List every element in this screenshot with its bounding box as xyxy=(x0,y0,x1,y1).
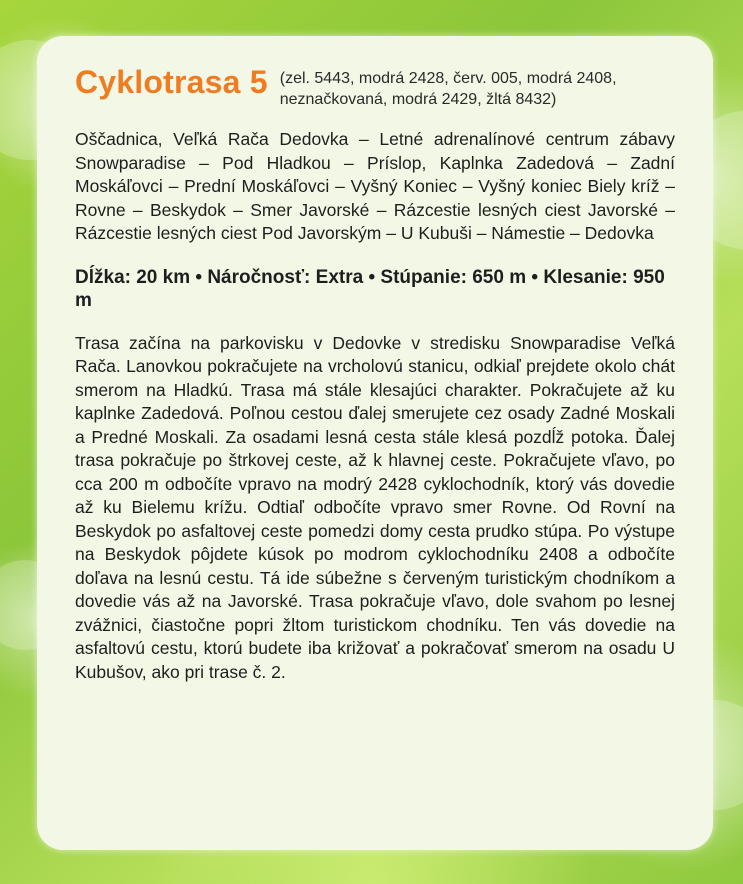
card-header xyxy=(75,62,675,110)
route-stats: Dĺžka: 20 km • Náročnosť: Extra • Stúpanie: 650 m • Klesanie: 950 m xyxy=(75,266,665,311)
route-title: Cyklotrasa 5 xyxy=(75,64,268,100)
route-waypoints: Oščadnica, Veľká Rača Dedovka – Letné adrenalínové centrum zábavy Snowparadise – Pod Hladkou – Príslop, Kaplnka Zadedová – Zadní Moskáľovci – Prední Moskáľovci – Vyšný Koniec – Vyšný koniec Biely kríž – Rovne – Beskydok – Smer Javorské – Rázcestie lesných ciest Javorské – Rázcestie lesných ciest Pod Javorským – U Kubuši – Námestie – Dedovka xyxy=(75,129,675,243)
route-description: Trasa začína na parkovisku v Dedovke v stredisku Snowparadise Veľká Rača. Lanovkou pokračujete na vrcholovú stanicu, odkiaľ prejdete okolo chát smerom na Hladkú. Trasa má stále klesajúci charakter. Pokračujete až ku kaplnke Zadedová. Poľnou cestou ďalej smerujete cez osady Zadné Moskali a Predné Moskali. Za osadami lesná cesta stále klesá pozdĺž potoka. Ďalej trasa pokračuje po štrkovej ceste, až k hlavnej ceste. Pokračujete vľavo, po cca 200 m odbočíte vpravo na modrý 2428 cyklochodník, ktorý vás dovedie až ku Bielemu krížu. Odtiaľ odbočíte vpravo smer Rovne. Od Rovní na Beskydok po asfaltovej ceste pomedzi domy cesta prudko stúpa. Po výstupe na Beskydok pôjdete kúsok po modrom cyklochodníku 2408 a odbočíte doľava na lesnú cestu. Tá ide súbežne s červeným turistickým chodníkom a dovedie vás až na Javorské. Trasa pokračuje vľavo, dole svahom po lesnej zvážnici, čiastočne popri žltom turistickom chodníku. Ten vás dovedie na asfaltovú cestu, ktorú budete iba križovať a pokračovať smerom na osadu U Kubušov, ako pri trase č. 2. xyxy=(75,332,675,682)
route-card xyxy=(37,36,713,850)
trail-markings: (zel. 5443, modrá 2428, červ. 005, modrá 2408, neznačkovaná, modrá 2429, žltá 8432) xyxy=(279,70,617,108)
